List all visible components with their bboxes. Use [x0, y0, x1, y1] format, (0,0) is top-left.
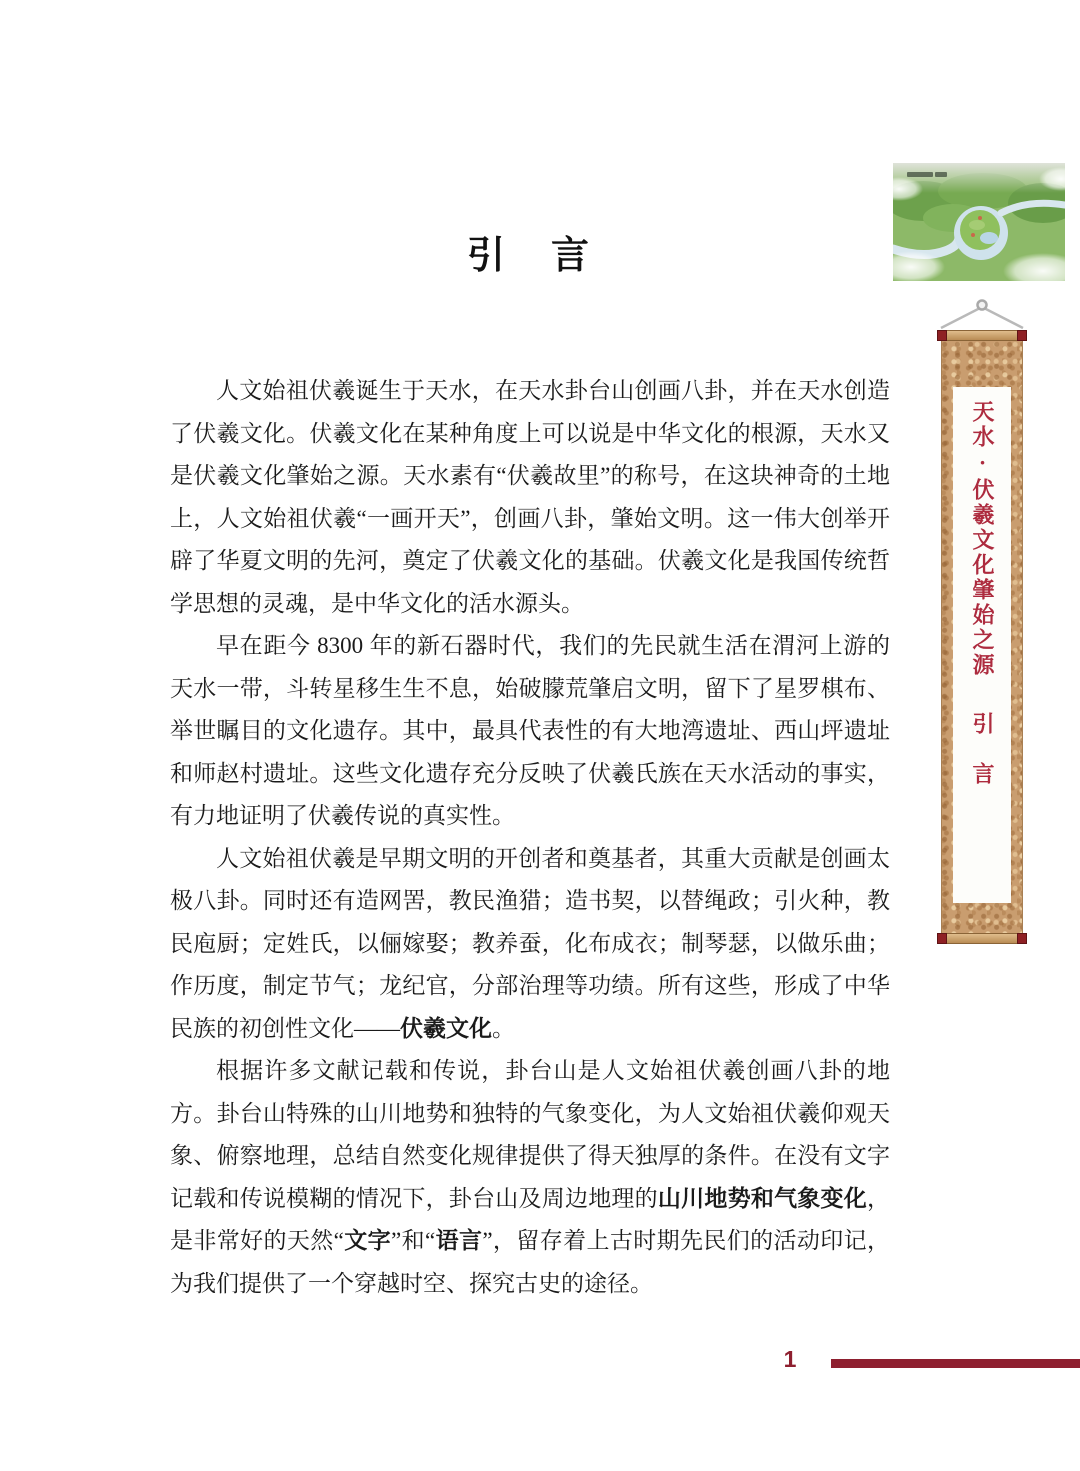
- scroll-bottom-rod: [937, 933, 1027, 944]
- aerial-photo: [893, 163, 1065, 281]
- text-run: 人文始祖伏羲是早期文明的开创者和奠基者，其重大贡献是创画太极八卦。同时还有造网罟，教民渔猎；造书契，以替绳政；引火种，教民庖厨；定姓氏，以俪嫁娶；教养蚕，化布成衣；制琴瑟，以做乐曲；作历度，制定节气；龙纪官，分部治理等功绩。所有这些，形成了中华民族的初创性文化——: [170, 845, 890, 1041]
- scroll-top-rod: [937, 330, 1027, 341]
- hanging-scroll: [937, 298, 1027, 944]
- aerial-photo-image: [893, 163, 1065, 281]
- scroll-title: 天水·伏羲文化肇始之源: [970, 400, 995, 678]
- footer-red-bar: [831, 1359, 1080, 1368]
- text-run: 人文始祖伏羲诞生于天水，在天水卦台山创画八卦，并在天水创造了伏羲文化。伏羲文化在某种角度上可以说是中华文化的根源，天水又是伏羲文化肇始之源。天水素有“伏羲故里”的称号，在这块神奇的土地上，人文始祖伏羲“一画开天”，创画八卦，肇始文明。这一伟大创举开辟了华夏文明的先河，奠定了伏羲文化的基础。伏羲文化是我国传统哲学思想的灵魂，是中华文化的活水源头。: [170, 378, 890, 616]
- paragraph: [170, 625, 890, 838]
- rod-cap-icon: [937, 330, 947, 341]
- text-run: 早在距今 8300 年的新石器时代，我们的先民就生活在渭河上游的天水一带，斗转星移生生不息，始破朦荒肇启文明，留下了星罗棋布、举世瞩目的文化遗存。其中，最具代表性的有大地湾遗址、西山坪遗址和师赵村遗址。这些文化遗存充分反映了伏羲氏族在天水活动的事实，有力地证明了伏羲传说的真实性。: [170, 633, 890, 828]
- paragraph: [170, 370, 890, 625]
- scroll-panel: [953, 387, 1011, 903]
- body-text: [170, 370, 890, 1305]
- paragraph: [170, 838, 890, 1051]
- scroll-subtitle: 引 言: [970, 712, 995, 787]
- page-number: 1: [783, 1346, 797, 1372]
- text-run: 根据许多文献记载和传说，卦台山是人文始祖伏羲创画八卦的地方。卦台山特殊的山川地势和独特的气象变化，为人文始祖伏羲仰观天象、俯察地理，总结自然变化规律提供了得天独厚的条件。在没有文字记载和传说模糊的情况下，卦台山及周边地理的: [170, 1058, 890, 1211]
- scroll-body: [941, 341, 1023, 933]
- text-run: ”和“: [391, 1228, 436, 1253]
- text-run: 。: [492, 1015, 515, 1041]
- bold-text-run: 伏羲文化: [400, 1015, 492, 1041]
- text-run: ，是非常好的天然“: [170, 1185, 891, 1253]
- page-title: 引 言: [466, 235, 593, 277]
- scroll-hanger-icon: [937, 298, 1027, 330]
- bold-text-run: 文字: [343, 1228, 392, 1253]
- bold-text-run: 语言: [435, 1228, 483, 1253]
- paragraph: [170, 1050, 890, 1305]
- photo-caption-smudge: [907, 172, 947, 177]
- rod-cap-icon: [1017, 933, 1027, 944]
- text-run: ”，留存着上古时期先民们的活动印记，为我们提供了一个穿越时空、探究古史的途径。: [170, 1228, 891, 1296]
- rod-cap-icon: [1017, 330, 1027, 341]
- rod-cap-icon: [937, 933, 947, 944]
- bold-text-run: 山川地势和气象变化: [657, 1185, 868, 1211]
